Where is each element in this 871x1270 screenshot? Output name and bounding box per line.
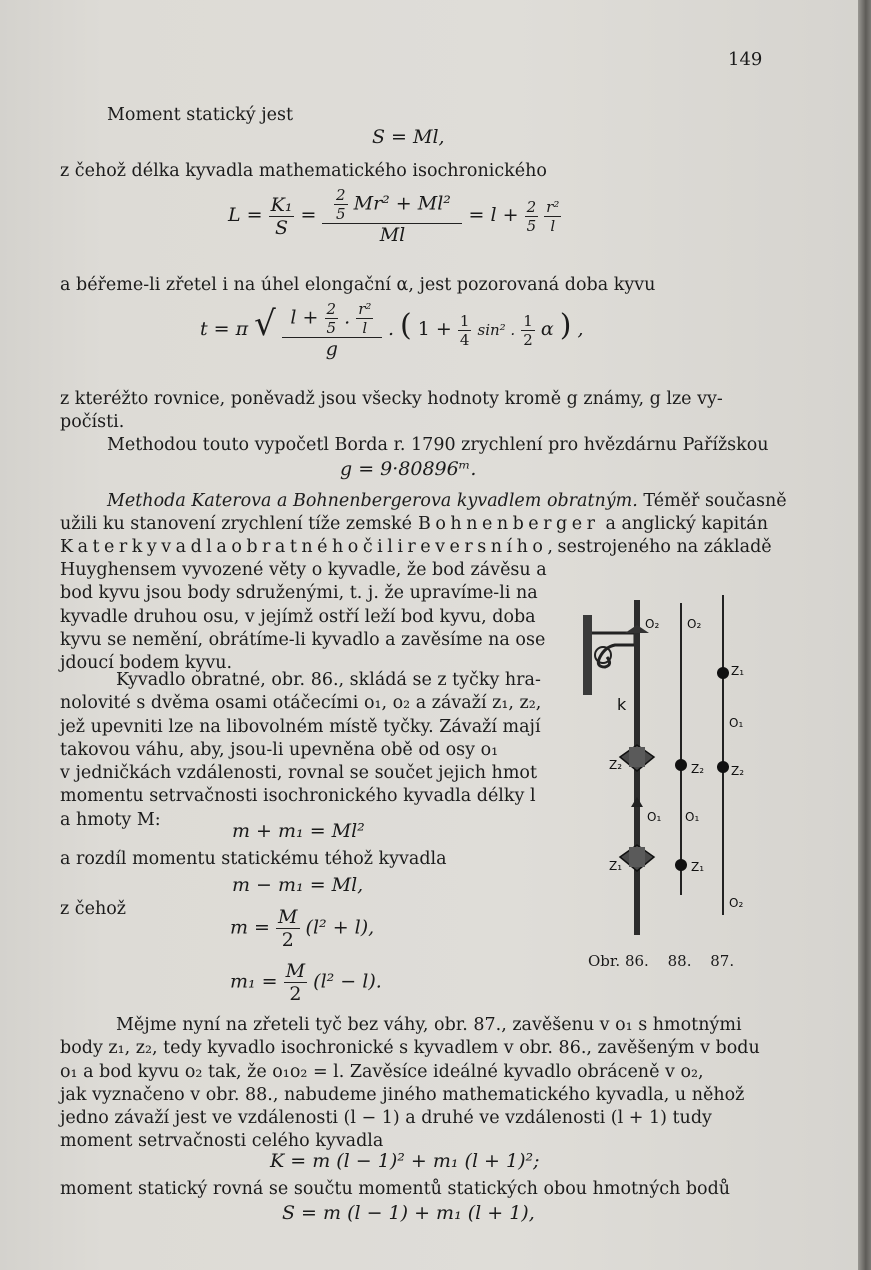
fraction-num: K₁ bbox=[270, 193, 293, 216]
fraction-num: M bbox=[278, 906, 298, 928]
text-span: kyvadla bbox=[131, 537, 232, 557]
formula-text: m₁ = bbox=[230, 970, 278, 993]
formula-text: Mr² + Ml² bbox=[353, 192, 451, 215]
text-line: a béřeme-li zřetel i na úhel elongační α, jest pozorovaná doba kyvu bbox=[60, 275, 656, 295]
fraction bbox=[325, 300, 339, 337]
text-span: užili ku stanovení zrychlení tíže zemské bbox=[60, 514, 413, 534]
fraction bbox=[322, 186, 462, 246]
fraction-num: 2 bbox=[326, 300, 337, 318]
formula-text: = l + bbox=[468, 204, 519, 226]
label-z2: Z₂ bbox=[609, 758, 623, 772]
text-span: reversního, bbox=[407, 537, 558, 557]
text-line: Methodou touto vypočetl Borda r. 1790 zrychlení pro hvězdárnu Pařížskou bbox=[107, 435, 769, 455]
fraction-num: r² bbox=[546, 197, 560, 216]
caption-text: 87. bbox=[710, 952, 735, 970]
label-z2c: Z₂ bbox=[731, 764, 745, 778]
formula-text: 1 + bbox=[417, 318, 452, 340]
formula-text: . bbox=[387, 318, 394, 340]
label-k: k bbox=[617, 695, 627, 714]
label-z1: Z₁ bbox=[731, 664, 745, 678]
fraction-num: 2 bbox=[526, 197, 537, 216]
text-line: a rozdíl momentu statickému téhož kyvadla bbox=[60, 849, 447, 869]
formula-text: (l² − l). bbox=[313, 970, 382, 993]
text-line: takovou váhu, aby, jsou-li upevněna obě od osy o₁ bbox=[60, 739, 499, 760]
reversible-pendulum-86 bbox=[620, 600, 654, 935]
label-o2b: O₂ bbox=[687, 617, 702, 631]
fraction-den: 5 bbox=[526, 216, 537, 235]
fraction-den: 5 bbox=[326, 319, 337, 337]
fraction-den: S bbox=[275, 216, 289, 239]
formula-text: . bbox=[344, 306, 351, 329]
fraction bbox=[282, 300, 382, 360]
fraction-den: 5 bbox=[336, 205, 346, 223]
formula-symbol: = bbox=[300, 204, 317, 226]
text-line: Huyghensem vyvozené věty o kyvadle, že bod závěsu a bbox=[60, 560, 547, 580]
text-span: obratného bbox=[231, 537, 363, 557]
fraction-den: 2 bbox=[289, 983, 302, 1005]
formula-m1 bbox=[230, 960, 382, 1005]
formula-text: m = bbox=[230, 916, 270, 939]
formula-symbol: = bbox=[246, 204, 263, 226]
text-line: v jedničkách vzdálenosti, rovnal se součet jejich hmot bbox=[60, 763, 537, 784]
label-o1: O₁ bbox=[729, 716, 744, 730]
fraction-den: Ml bbox=[379, 224, 406, 246]
ideal-pendulum-87 bbox=[717, 595, 729, 915]
text-span: čili bbox=[362, 537, 408, 557]
fraction-num bbox=[322, 186, 462, 224]
formula-m bbox=[230, 906, 374, 951]
fraction bbox=[521, 312, 535, 349]
text-line: a hmoty M: bbox=[60, 809, 161, 830]
formula-K: K = m (l − 1)² + m₁ (l + 1)²; bbox=[270, 1150, 540, 1172]
fraction-den: 2 bbox=[281, 929, 294, 951]
text-line: kyvadle druhou osu, v jejímž ostří leží bod kyvu, doba bbox=[60, 606, 536, 627]
fraction-num: 2 bbox=[336, 186, 346, 204]
fraction-den: 2 bbox=[523, 330, 533, 349]
text-line: moment setrvačnosti celého kyvadla bbox=[60, 1131, 384, 1152]
formula-text: ) bbox=[559, 308, 572, 343]
text-line bbox=[60, 536, 772, 559]
text-line: nolovité s dvěma osami otáčecími o₁, o₂ a závaží z₁, z₂, bbox=[60, 693, 542, 714]
section-title: Methoda Katerova a Bohnenbergerova kyvadlem obratným. bbox=[107, 491, 638, 511]
text-line: počísti. bbox=[60, 412, 125, 433]
text-span: Kater bbox=[60, 537, 132, 557]
fraction-den: g bbox=[325, 338, 338, 360]
text-line bbox=[107, 490, 787, 513]
formula-text: l + bbox=[290, 306, 319, 329]
text-line: jak vyznačeno v obr. 88., nabudeme jiného mathematického kyvadla, u něhož bbox=[60, 1084, 745, 1105]
formula-S2: S = m (l − 1) + m₁ (l + 1), bbox=[282, 1202, 535, 1224]
formula-S: S = Ml, bbox=[372, 126, 445, 148]
figure-caption bbox=[588, 952, 748, 970]
bracket-icon bbox=[583, 615, 635, 695]
text-line: bod kyvu jsou body sdruženými, t. j. že upravíme-li na bbox=[60, 583, 538, 604]
formula-text: ( bbox=[400, 308, 412, 343]
paragraph bbox=[60, 1014, 760, 1154]
fraction-num: 1 bbox=[459, 311, 470, 330]
fraction-den: l bbox=[550, 216, 556, 235]
fraction bbox=[284, 960, 307, 1005]
text-line: z čehož bbox=[60, 899, 126, 919]
text-line: moment statický rovná se součtu momentů statických obou hmotných bodů bbox=[60, 1179, 731, 1199]
paragraph bbox=[60, 669, 552, 832]
formula-g: g = 9·80896ᵐ. bbox=[340, 458, 477, 480]
sqrt-icon: √ bbox=[254, 304, 276, 344]
text-span: sestrojeného na základě bbox=[557, 537, 772, 557]
fraction-den: l bbox=[362, 319, 368, 337]
text-line bbox=[60, 513, 768, 536]
formula-symbol: L bbox=[228, 204, 241, 226]
text-line: o₁ a bod kyvu o₂ tak, že o₁o₂ = l. Zavěsíce ideálné kyvadlo obráceně v o₂, bbox=[60, 1061, 704, 1082]
fraction bbox=[458, 312, 472, 349]
label-z2b: Z₂ bbox=[691, 762, 705, 776]
formula: m + m₁ = Ml² bbox=[232, 820, 365, 842]
text-line: body z₁, z₂, tedy kyvadlo isochronické s kyvadlem v obr. 86., zavěšeným v bodu bbox=[60, 1038, 760, 1059]
text-line: kyvu se nemění, obrátíme-li kyvadlo a zavěsíme na ose bbox=[60, 629, 546, 650]
text-line: Kyvadlo obratné, obr. 86., skládá se z tyčky hra- bbox=[116, 670, 541, 690]
text-line: momentu setrvačnosti isochronického kyvadla délky l bbox=[60, 786, 536, 807]
fraction-num: M bbox=[285, 960, 306, 982]
text-line: jdoucí bodem kyvu. bbox=[60, 653, 233, 674]
formula-text: (l² + l), bbox=[305, 916, 375, 939]
page-edge-shadow bbox=[858, 0, 871, 1270]
label-z1c: Z₁ bbox=[691, 860, 705, 874]
text-span: Bohnenberger bbox=[418, 514, 600, 534]
caption-text: Obr. 86. bbox=[588, 952, 649, 970]
page-number: 149 bbox=[728, 49, 763, 70]
text-span: Téměř současně bbox=[643, 491, 787, 511]
formula-symbol: t = π bbox=[200, 318, 249, 340]
fraction-num: 1 bbox=[523, 311, 533, 330]
fraction bbox=[544, 198, 561, 235]
formula-text: sin² . bbox=[477, 321, 516, 339]
pendulum-figure bbox=[575, 595, 775, 960]
caption-text: 88. bbox=[667, 952, 692, 970]
fraction bbox=[356, 300, 373, 337]
formula: m − m₁ = Ml, bbox=[232, 874, 364, 896]
formula-L bbox=[228, 186, 561, 246]
label-o1b: O₁ bbox=[647, 810, 662, 824]
fraction bbox=[334, 186, 348, 223]
text-span: a anglický kapitán bbox=[605, 514, 768, 534]
fraction bbox=[269, 194, 295, 239]
fraction bbox=[525, 198, 539, 235]
formula-text: , bbox=[577, 318, 584, 340]
formula-t bbox=[200, 300, 584, 360]
paragraph bbox=[60, 388, 736, 435]
label-o2: O₂ bbox=[645, 617, 660, 631]
text-line: Moment statický jest bbox=[107, 105, 293, 125]
fraction bbox=[276, 906, 299, 951]
label-o1c: O₁ bbox=[685, 810, 700, 824]
paragraph bbox=[60, 559, 552, 675]
text-line: jež upevniti lze na libovolném místě tyčky. Závaží mají bbox=[60, 716, 541, 737]
text-line: Mějme nyní na zřeteli tyč bez váhy, obr. 87., zavěšenu v o₁ s hmotnými bbox=[116, 1015, 742, 1035]
formula-text: α bbox=[540, 318, 554, 340]
label-o2c: O₂ bbox=[729, 896, 744, 910]
fraction-den: 4 bbox=[459, 330, 470, 349]
text-line: z čehož délka kyvadla mathematického isochronického bbox=[60, 161, 547, 181]
fraction-num bbox=[282, 300, 382, 338]
ideal-pendulum-88 bbox=[675, 603, 687, 895]
text-line: z kteréžto rovnice, poněvadž jsou všecky hodnoty kromě g známy, g lze vy- bbox=[60, 389, 723, 409]
label-z1b: Z₁ bbox=[609, 859, 623, 873]
text-line: jedno závaží jest ve vzdálenosti (l − 1) a druhé ve vzdálenosti (l + 1) tudy bbox=[60, 1108, 712, 1129]
fraction-num: r² bbox=[358, 300, 372, 318]
